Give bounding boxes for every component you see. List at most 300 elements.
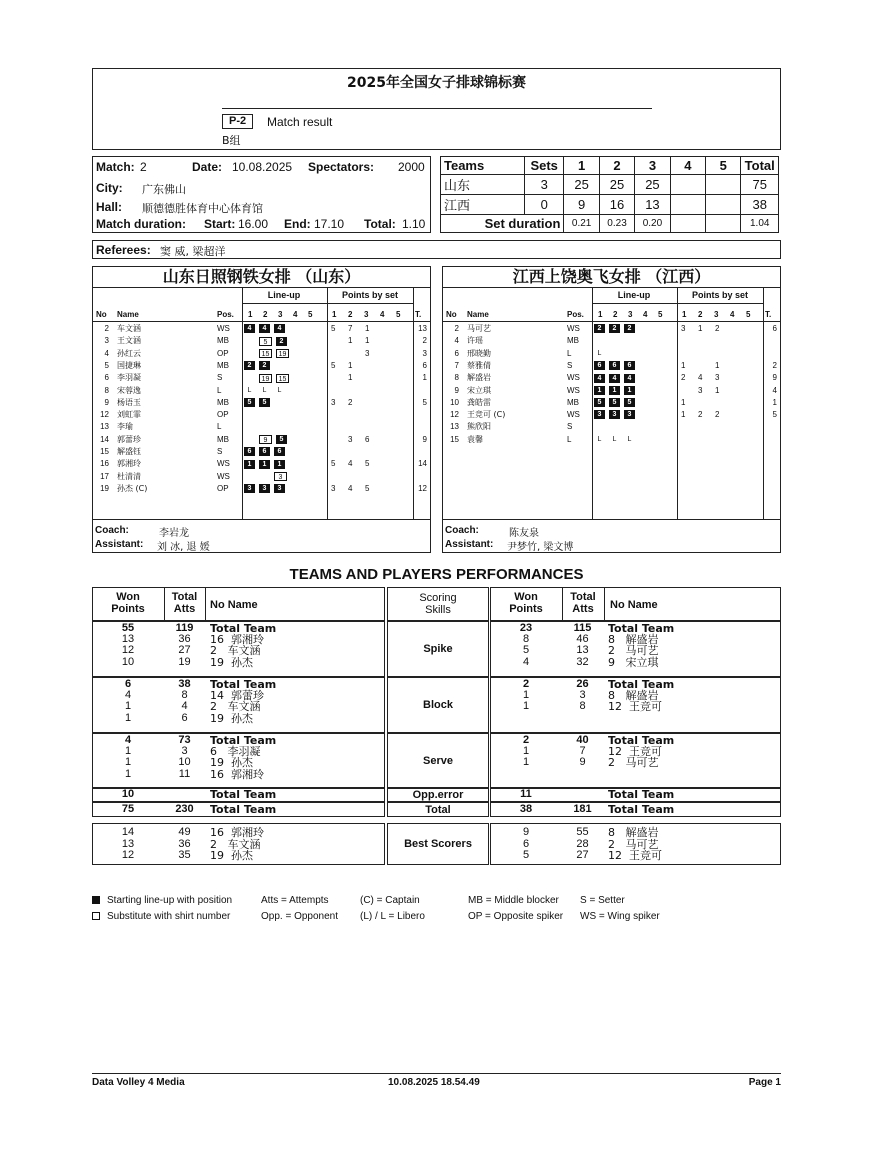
team-name: 江西 <box>441 195 525 215</box>
player-no: 4 <box>104 348 109 358</box>
legend-item: MB = Middle blocker <box>468 895 559 906</box>
libero-mark: L <box>597 349 602 357</box>
player-label: Total Team <box>210 803 277 816</box>
starting-position-box: 6 <box>244 447 255 456</box>
lineup-empty <box>609 423 620 432</box>
set-points: 1 <box>348 373 353 383</box>
set-score-header <box>441 157 779 175</box>
player-points <box>681 386 732 397</box>
player-row <box>93 459 430 470</box>
player-row <box>443 336 780 347</box>
legend-item: Starting line-up with position <box>107 895 233 906</box>
player-name: 熊欣阳 <box>467 422 491 432</box>
set-score-row <box>441 195 779 215</box>
set-points: 2 <box>348 397 353 407</box>
grid-line <box>443 321 780 322</box>
total-atts-value: 27 <box>178 644 191 657</box>
lineup-empty <box>594 423 605 432</box>
starting-position-box: 3 <box>259 484 270 493</box>
starting-position-box: 2 <box>624 324 635 333</box>
player-name: 解盛岩 <box>467 373 491 383</box>
set-duration-row <box>441 215 779 233</box>
set-duration: 0.20 <box>635 215 670 233</box>
lineup-set-header: 1 <box>598 310 603 319</box>
total-atts-value: 6 <box>181 711 188 724</box>
player-lineup <box>594 324 639 335</box>
player-no: 8 <box>454 373 459 383</box>
performance-title: TEAMS AND PLAYERS PERFORMANCES <box>289 566 584 583</box>
player-points <box>681 324 732 335</box>
player-no: 15 <box>450 434 459 444</box>
starting-position-box: 1 <box>624 386 635 395</box>
skill-label: Opp.error <box>387 787 489 802</box>
player-label: Total Team <box>210 622 277 635</box>
coach-name: 李岩龙 <box>159 528 189 539</box>
set-points: 3 <box>681 324 686 333</box>
player-row <box>93 447 430 458</box>
legend-item: Substitute with shirt number <box>107 911 231 922</box>
player-position: MB <box>217 434 229 444</box>
points-set-header: 5 <box>746 310 751 319</box>
won-points-value: 1 <box>522 689 530 702</box>
player-points <box>681 422 732 433</box>
won-points-value: 5 <box>522 849 530 861</box>
starting-position-box: 1 <box>259 460 270 469</box>
libero-mark: L <box>277 386 282 394</box>
starting-position-box: 6 <box>274 447 285 456</box>
total-atts-value: 73 <box>178 734 191 746</box>
libero-mark: L <box>597 436 602 444</box>
player-points <box>681 373 732 384</box>
col-pos-header: Pos. <box>567 310 584 319</box>
set-points: 5 <box>365 459 370 469</box>
player-lineup <box>244 410 289 421</box>
lineup-empty <box>274 410 285 419</box>
player-points <box>681 349 732 360</box>
player-lineup <box>244 459 289 470</box>
starting-position-box: 4 <box>609 374 620 383</box>
player-name: 许瑶 <box>467 336 483 346</box>
starting-position-box: 4 <box>594 374 605 383</box>
points-set-header: 3 <box>714 310 719 319</box>
lineup-empty <box>259 472 270 481</box>
end-value: 17.10 <box>314 217 345 231</box>
player-row <box>93 410 430 421</box>
set-points: 4 <box>348 459 353 469</box>
set-points: 2 <box>681 373 686 383</box>
won-points-value: 1 <box>124 767 132 780</box>
won-points-header: Won <box>116 591 140 603</box>
lineup-set-header: 2 <box>263 310 268 319</box>
total-atts-value: 36 <box>178 837 191 850</box>
end-label: End: <box>284 217 311 231</box>
lineup-team-a <box>92 266 431 553</box>
won-points-value: 4 <box>124 734 132 746</box>
set-duration <box>706 215 741 233</box>
starting-position-box: 6 <box>594 361 605 370</box>
lineup-header: Line-up <box>617 290 651 300</box>
player-lineup <box>594 336 639 347</box>
player-lineup <box>244 349 293 360</box>
player-row <box>443 361 780 372</box>
team-b-name: 江西上饶奥飞女排 （江西） <box>443 267 780 288</box>
player-no: 7 <box>454 360 459 370</box>
player-total: 13 <box>418 324 427 333</box>
set-score: 9 <box>564 195 599 215</box>
header-set4: 4 <box>670 157 705 175</box>
starting-position-box: 2 <box>609 324 620 333</box>
player-label: Total Team <box>608 803 675 816</box>
set-points: 2 <box>715 410 720 420</box>
total-value: 1.10 <box>402 217 426 231</box>
player-lineup <box>244 435 291 446</box>
won-points-value: 10 <box>121 655 135 668</box>
scoring-skills-label: Scoring <box>419 592 457 604</box>
player-lineup <box>244 398 289 409</box>
player-label: Total Team <box>608 678 675 691</box>
player-no: 9 <box>454 385 459 395</box>
player-total: 1 <box>422 373 427 383</box>
player-lineup <box>594 373 639 384</box>
set-score: 25 <box>564 175 599 195</box>
lineup-empty <box>624 349 635 358</box>
set-points: 5 <box>331 324 336 333</box>
player-total: 12 <box>418 483 427 493</box>
starting-position-box: 2 <box>594 324 605 333</box>
player-row <box>443 422 780 433</box>
player-name: 杜清清 <box>117 471 141 481</box>
player-position: S <box>217 447 223 456</box>
won-points-value: 2 <box>522 734 530 746</box>
player-no: 19 <box>100 483 109 493</box>
won-points-value: 6 <box>522 837 530 850</box>
player-position: WS <box>217 471 230 481</box>
set-points: 1 <box>681 360 686 370</box>
grid-line <box>443 519 780 520</box>
player-position: OP <box>217 483 229 493</box>
player-no: 16 <box>100 459 109 469</box>
col-pos-header: Pos. <box>217 310 234 319</box>
player-row <box>443 398 780 409</box>
won-points-value: 2 <box>522 678 530 690</box>
lineup-empty <box>624 337 635 346</box>
lineup-team-b <box>442 266 781 553</box>
sets-won: 0 <box>524 195 563 215</box>
points-set-header: 2 <box>348 310 353 319</box>
substitute-box: 3 <box>274 472 287 481</box>
scoring-skills-label: Skills <box>425 604 451 616</box>
player-label: Total Team <box>608 788 675 801</box>
player-points <box>331 472 382 483</box>
col-name-header: Name <box>467 310 489 319</box>
total-points: 38 <box>741 195 779 215</box>
won-points-value: 75 <box>121 803 135 815</box>
player-name: 车文涵 <box>117 324 141 333</box>
set-points: 1 <box>348 360 353 370</box>
report-code: P-2 <box>222 114 253 129</box>
total-atts-header: Atts <box>173 603 196 615</box>
starting-lineup-icon <box>92 896 100 904</box>
assistant-name: 尹梦竹, 梁文博 <box>507 542 574 553</box>
lineup-empty <box>244 349 255 358</box>
total-atts-value: 11 <box>178 767 191 780</box>
lineup-empty <box>624 423 635 432</box>
set-points: 1 <box>698 324 703 333</box>
total-atts-value: 38 <box>178 678 191 690</box>
player-no: 2 <box>104 324 109 333</box>
won-points-value: 13 <box>121 837 135 850</box>
set-points: 4 <box>698 373 703 383</box>
starting-position-box: 2 <box>259 361 270 370</box>
player-lineup <box>594 349 639 360</box>
starting-position-box: 3 <box>274 484 285 493</box>
player-no: 6 <box>454 348 459 358</box>
total-atts-value: 3 <box>181 745 188 758</box>
won-points-value: 8 <box>522 633 530 646</box>
spectators-label: Spectators: <box>308 160 375 174</box>
header-teams: Teams <box>441 157 525 175</box>
page-title: 2025年全国女子排球锦标赛 <box>347 75 526 91</box>
total-atts-value: 26 <box>576 678 589 690</box>
player-label: 16 郭湘玲 <box>210 633 264 647</box>
player-total: 6 <box>772 324 777 333</box>
set-points: 1 <box>365 324 370 333</box>
points-set-header: 1 <box>682 310 687 319</box>
start-value: 16.00 <box>238 217 269 231</box>
player-position: S <box>567 360 573 370</box>
player-name: 马可艺 <box>467 324 491 333</box>
starting-position-box: 6 <box>259 447 270 456</box>
total-atts-value: 27 <box>576 849 589 861</box>
lineup-set-header: 1 <box>248 310 253 319</box>
won-points-value: 5 <box>522 644 530 657</box>
player-row <box>93 373 430 384</box>
player-label: 14 郭蕾珍 <box>210 689 264 703</box>
col-separator <box>604 587 605 621</box>
starting-position-box: 5 <box>609 398 620 407</box>
lineup-set-header: 3 <box>628 310 633 319</box>
player-points <box>331 484 382 495</box>
player-no: 17 <box>100 471 109 481</box>
starting-position-box: 3 <box>244 484 255 493</box>
player-position: WS <box>567 410 580 420</box>
starting-position-box: 2 <box>244 361 255 370</box>
player-position: MB <box>217 336 229 346</box>
player-total: 3 <box>422 348 427 358</box>
total-atts-value: 10 <box>178 756 191 769</box>
starting-position-box: 3 <box>594 410 605 419</box>
player-label: 12 王竞可 <box>608 700 662 714</box>
legend-item: WS = Wing spiker <box>580 911 660 922</box>
lineup-set-header: 5 <box>308 310 313 319</box>
starting-position-box: 5 <box>259 398 270 407</box>
won-points-value: 14 <box>121 826 135 838</box>
points-by-set-header: Points by set <box>341 290 398 300</box>
set-score <box>670 195 705 215</box>
player-points <box>331 435 382 446</box>
player-total: 6 <box>422 360 427 370</box>
player-name: 孙杰 (C) <box>117 483 148 493</box>
starting-position-box: 1 <box>244 460 255 469</box>
player-no: 3 <box>104 336 109 346</box>
player-label: Total Team <box>210 734 277 747</box>
won-points-header: Points <box>111 603 145 615</box>
player-label: 9 宋立琪 <box>608 655 659 669</box>
player-name: 李瑜 <box>117 422 133 432</box>
won-points-value: 12 <box>121 644 135 657</box>
starting-position-box: 3 <box>609 410 620 419</box>
lineup-empty <box>274 361 285 370</box>
coach-label: Coach: <box>95 525 129 536</box>
player-total: 14 <box>418 459 427 469</box>
total-atts-value: 8 <box>579 700 586 713</box>
legend-item: Atts = Attempts <box>261 895 329 906</box>
date-label: Date: <box>192 160 223 174</box>
player-position: OP <box>217 410 229 420</box>
points-set-header: 4 <box>730 310 735 319</box>
substitute-box: 15 <box>276 374 289 383</box>
player-lineup <box>244 472 291 483</box>
player-name: 宋立琪 <box>467 385 491 395</box>
player-no: 12 <box>100 410 109 420</box>
player-row <box>93 484 430 495</box>
scoring-skills-header <box>387 587 489 621</box>
won-points-value: 6 <box>124 678 132 690</box>
points-set-header: 2 <box>698 310 703 319</box>
lineup-header: Line-up <box>267 290 301 300</box>
player-position: MB <box>217 397 229 407</box>
player-name: 李羽凝 <box>117 373 141 383</box>
total-atts-value: 40 <box>576 734 589 746</box>
total-atts-value: 46 <box>576 633 589 646</box>
player-label: 2 车文涵 <box>210 837 261 851</box>
starting-position-box: 5 <box>594 398 605 407</box>
player-points <box>681 410 732 421</box>
player-lineup <box>244 324 289 335</box>
player-row <box>93 349 430 360</box>
player-total: 4 <box>772 385 777 395</box>
player-lineup <box>244 484 289 495</box>
player-label: 8 解盛岩 <box>608 826 659 839</box>
player-lineup <box>594 361 639 372</box>
set-score: 16 <box>599 195 634 215</box>
won-points-value: 1 <box>522 756 530 769</box>
player-label: 2 马可艺 <box>608 756 659 770</box>
no-name-header: No Name <box>610 599 658 611</box>
player-position: L <box>217 385 222 395</box>
team-a-name: 山东日照钢铁女排 （山东） <box>93 267 430 288</box>
player-no: 5 <box>104 360 109 370</box>
won-points-value: 9 <box>522 826 530 838</box>
set-points: 5 <box>331 360 336 370</box>
set-duration: 0.23 <box>599 215 634 233</box>
player-lineup <box>594 422 639 433</box>
player-total: 9 <box>422 434 427 444</box>
player-position: MB <box>567 336 579 346</box>
player-no: 8 <box>104 385 109 395</box>
team-name: 山东 <box>441 175 525 195</box>
coach-name: 陈友泉 <box>509 528 539 539</box>
city-value: 广东佛山 <box>142 183 186 196</box>
player-row <box>93 472 430 483</box>
total-atts-value: 7 <box>579 745 586 758</box>
total-atts-header: Total <box>171 591 198 603</box>
libero-mark: L <box>247 386 252 394</box>
player-label: Total Team <box>210 788 277 801</box>
lineup-empty <box>594 337 605 346</box>
won-points-value: 4 <box>124 689 132 702</box>
player-label: 12 王竞可 <box>608 849 662 862</box>
lineup-empty <box>244 337 255 346</box>
player-label: 19 孙杰 <box>210 756 253 770</box>
legend-item: (C) = Captain <box>360 895 420 906</box>
assistant-name: 刘 冰, 退 媛 <box>157 542 210 553</box>
won-points-header: Won <box>514 591 538 603</box>
col-total-header: T. <box>765 310 772 319</box>
lineup-empty <box>259 423 270 432</box>
total-atts-value: 28 <box>576 837 589 850</box>
footer-software: Data Volley 4 Media <box>92 1077 185 1088</box>
player-points <box>331 324 382 335</box>
substitute-icon <box>92 912 100 920</box>
col-no-header: No <box>96 310 107 319</box>
legend-item: (L) / L = Libero <box>360 911 425 922</box>
header-total: Total <box>741 157 779 175</box>
player-name: 解盛钰 <box>117 447 141 456</box>
player-label: 8 解盛岩 <box>608 633 659 647</box>
lineup-set-header: 5 <box>658 310 663 319</box>
col-name-header: Name <box>117 310 139 319</box>
player-label: 6 李羽凝 <box>210 745 261 759</box>
set-points: 1 <box>715 360 720 370</box>
player-label: 2 马可艺 <box>608 644 659 658</box>
player-name: 郭湘玲 <box>117 459 141 469</box>
no-name-header: No Name <box>210 599 258 611</box>
won-points-value: 1 <box>124 756 132 769</box>
report-name: Match result <box>267 115 333 129</box>
skill-label: Total <box>387 802 489 817</box>
won-points-value: 38 <box>519 803 533 815</box>
match-date: 10.08.2025 <box>232 160 293 174</box>
starting-position-box: 4 <box>624 374 635 383</box>
spectators-value: 2000 <box>398 160 425 174</box>
group-label: B组 <box>222 134 241 147</box>
substitute-box: 5 <box>259 337 272 346</box>
player-row <box>93 398 430 409</box>
player-position: L <box>567 348 572 358</box>
total-points: 75 <box>741 175 779 195</box>
referees-value: 窦 威, 梁超洋 <box>160 245 226 258</box>
player-label: 2 车文涵 <box>210 644 261 658</box>
libero-mark: L <box>262 386 267 394</box>
duration-label: Match duration: <box>96 217 186 231</box>
assistant-label: Assistant: <box>445 539 494 550</box>
lineup-empty <box>609 349 620 358</box>
total-atts-value: 49 <box>178 826 191 838</box>
player-row <box>93 361 430 372</box>
player-lineup <box>244 422 289 433</box>
player-points <box>331 398 382 409</box>
grid-line <box>93 519 430 520</box>
player-row <box>93 324 430 335</box>
set-points: 1 <box>348 336 353 346</box>
set-points: 3 <box>698 385 703 395</box>
player-lineup <box>244 336 291 347</box>
player-points <box>331 459 382 470</box>
player-position: L <box>217 422 222 432</box>
lineup-set-header: 4 <box>293 310 298 319</box>
player-row <box>443 324 780 335</box>
